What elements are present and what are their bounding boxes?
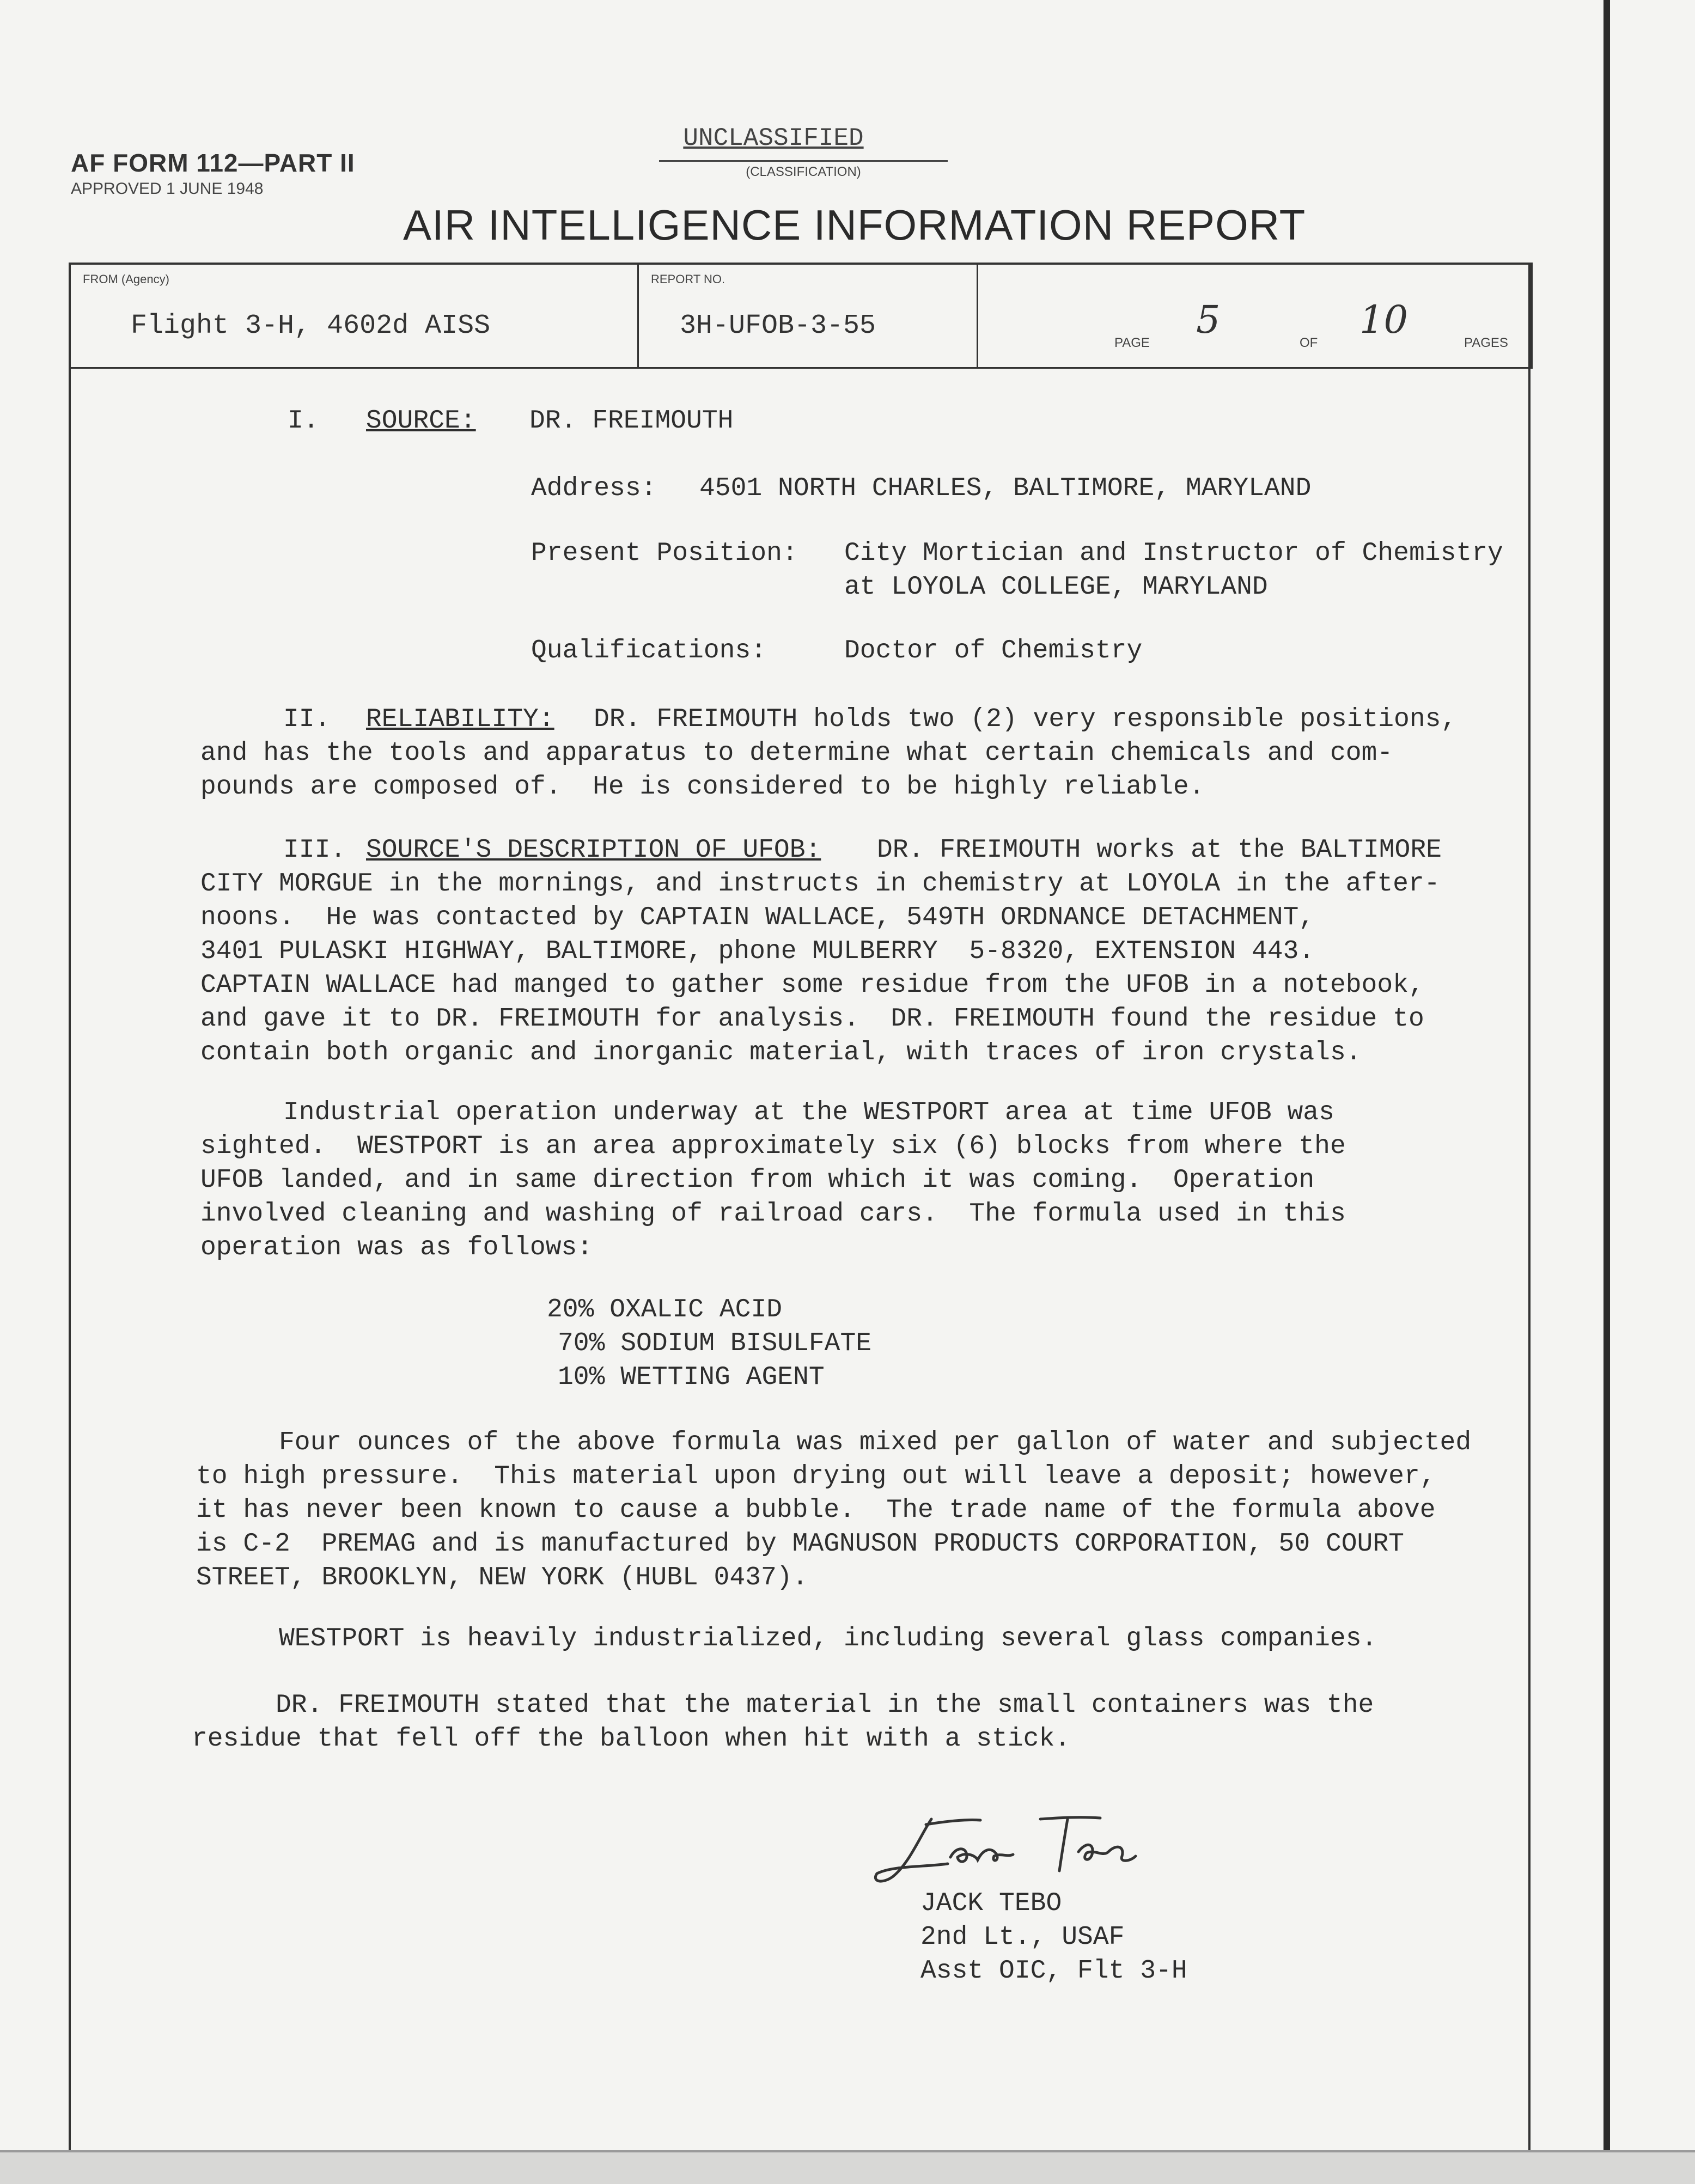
formula-item-1: 20% OXALIC ACID <box>547 1295 783 1325</box>
mixing-line-2: to high pressure. This material upon drying out will leave a deposit; however, <box>196 1462 1436 1491</box>
position-line-2: at LOYOLA COLLEGE, MARYLAND <box>844 572 1268 602</box>
form-right-border <box>1528 263 1531 2150</box>
page-label: PAGE <box>1114 335 1150 350</box>
report-number-label: REPORT NO. <box>651 272 725 286</box>
classification-caption: (CLASSIFICATION) <box>746 164 861 179</box>
from-agency-label: FROM (Agency) <box>83 272 169 286</box>
signer-title: Asst OIC, Flt 3-H <box>920 1956 1187 1986</box>
page-total: 10 <box>1359 297 1409 342</box>
qualifications-label: Qualifications: <box>531 636 767 666</box>
description-line-4: 3401 PULASKI HIGHWAY, BALTIMORE, phone MULBERRY 5-8320, EXTENSION 443. <box>200 937 1315 966</box>
report-header-box <box>69 263 1533 369</box>
westport-line-1: WESTPORT is heavily industrialized, including several glass companies. <box>279 1624 1377 1654</box>
source-name: DR. FREIMOUTH <box>529 406 734 436</box>
page-of-label: OF <box>1300 335 1318 350</box>
signer-name: JACK TEBO <box>920 1889 1062 1918</box>
signer-rank: 2nd Lt., USAF <box>920 1923 1125 1952</box>
reliability-numeral: II. <box>283 705 331 734</box>
form-id: AF FORM 112—PART II <box>71 149 355 177</box>
description-line-3: noons. He was contacted by CAPTAIN WALLACE, 549TH ORDNANCE DETACHMENT, <box>200 903 1315 932</box>
mixing-line-4: is C-2 PREMAG and is manufactured by MAGNUSON PRODUCTS CORPORATION, 50 COURT <box>196 1529 1404 1559</box>
page-count-cell <box>978 265 1531 367</box>
form-approved-date: APPROVED 1 JUNE 1948 <box>71 180 264 198</box>
source-heading: SOURCE: <box>366 406 476 436</box>
page-number: 5 <box>1196 297 1221 342</box>
industrial-line-3: UFOB landed, and in same direction from which it was coming. Operation <box>200 1166 1315 1195</box>
statement-line-1: DR. FREIMOUTH stated that the material in the small containers was the <box>276 1691 1374 1720</box>
source-numeral: I. <box>288 406 319 436</box>
from-agency-value: Flight 3-H, 4602d AISS <box>131 310 491 341</box>
mixing-line-1: Four ounces of the above formula was mixed per gallon of water and subjected <box>279 1428 1472 1457</box>
address-value: 4501 NORTH CHARLES, BALTIMORE, MARYLAND <box>699 474 1312 503</box>
reliability-line-3: pounds are composed of. He is considered to be highly reliable. <box>200 772 1205 802</box>
description-line-2: CITY MORGUE in the mornings, and instructs in chemistry at LOYOLA in the after- <box>200 869 1440 899</box>
form-left-border <box>69 263 71 2150</box>
industrial-line-5: operation was as follows: <box>200 1233 593 1262</box>
mixing-line-5: STREET, BROOKLYN, NEW YORK (HUBL 0437). <box>196 1563 808 1593</box>
description-numeral: III. <box>283 835 346 865</box>
report-number-value: 3H-UFOB-3-55 <box>680 310 876 341</box>
reliability-line-2: and has the tools and apparatus to determine what certain chemicals and com- <box>200 739 1393 768</box>
scan-edge-bottom <box>0 2150 1695 2184</box>
mixing-line-3: it has never been known to cause a bubble. The trade name of the formula above <box>196 1496 1436 1525</box>
description-line-5: CAPTAIN WALLACE had manged to gather some residue from the UFOB in a notebook, <box>200 971 1424 1000</box>
address-label: Address: <box>531 474 657 503</box>
reliability-heading: RELIABILITY: <box>366 705 554 734</box>
qualifications-value: Doctor of Chemistry <box>844 636 1143 666</box>
industrial-line-4: involved cleaning and washing of railroad cars. The formula used in this <box>200 1199 1346 1229</box>
report-title: AIR INTELLIGENCE INFORMATION REPORT <box>403 201 1306 249</box>
description-line-7: contain both organic and inorganic material, with traces of iron crystals. <box>200 1038 1362 1067</box>
position-label: Present Position: <box>531 539 798 568</box>
industrial-line-2: sighted. WESTPORT is an area approximately six (6) blocks from where the <box>200 1132 1346 1161</box>
scan-edge-right <box>1603 0 1610 2182</box>
classification-value: UNCLASSIFIED <box>683 124 864 152</box>
report-number-cell <box>639 265 978 367</box>
from-agency-cell <box>71 265 639 367</box>
description-heading: SOURCE'S DESCRIPTION OF UFOB: <box>366 835 821 865</box>
description-line-1: DR. FREIMOUTH works at the BALTIMORE <box>877 835 1442 865</box>
formula-item-3: 10% WETTING AGENT <box>558 1363 825 1392</box>
classification-rule <box>659 160 948 162</box>
statement-line-2: residue that fell off the balloon when hit with a stick. <box>192 1724 1071 1754</box>
reliability-line-1: DR. FREIMOUTH holds two (2) very responsible positions, <box>594 705 1457 734</box>
description-line-6: and gave it to DR. FREIMOUTH for analysis. DR. FREIMOUTH found the residue to <box>200 1004 1424 1034</box>
pages-label: PAGES <box>1464 335 1508 350</box>
industrial-line-1: Industrial operation underway at the WESTPORT area at time UFOB was <box>283 1098 1334 1127</box>
handwritten-signature <box>861 1803 1209 1895</box>
position-line-1: City Mortician and Instructor of Chemistry <box>844 539 1503 568</box>
formula-item-2: 70% SODIUM BISULFATE <box>558 1329 872 1358</box>
